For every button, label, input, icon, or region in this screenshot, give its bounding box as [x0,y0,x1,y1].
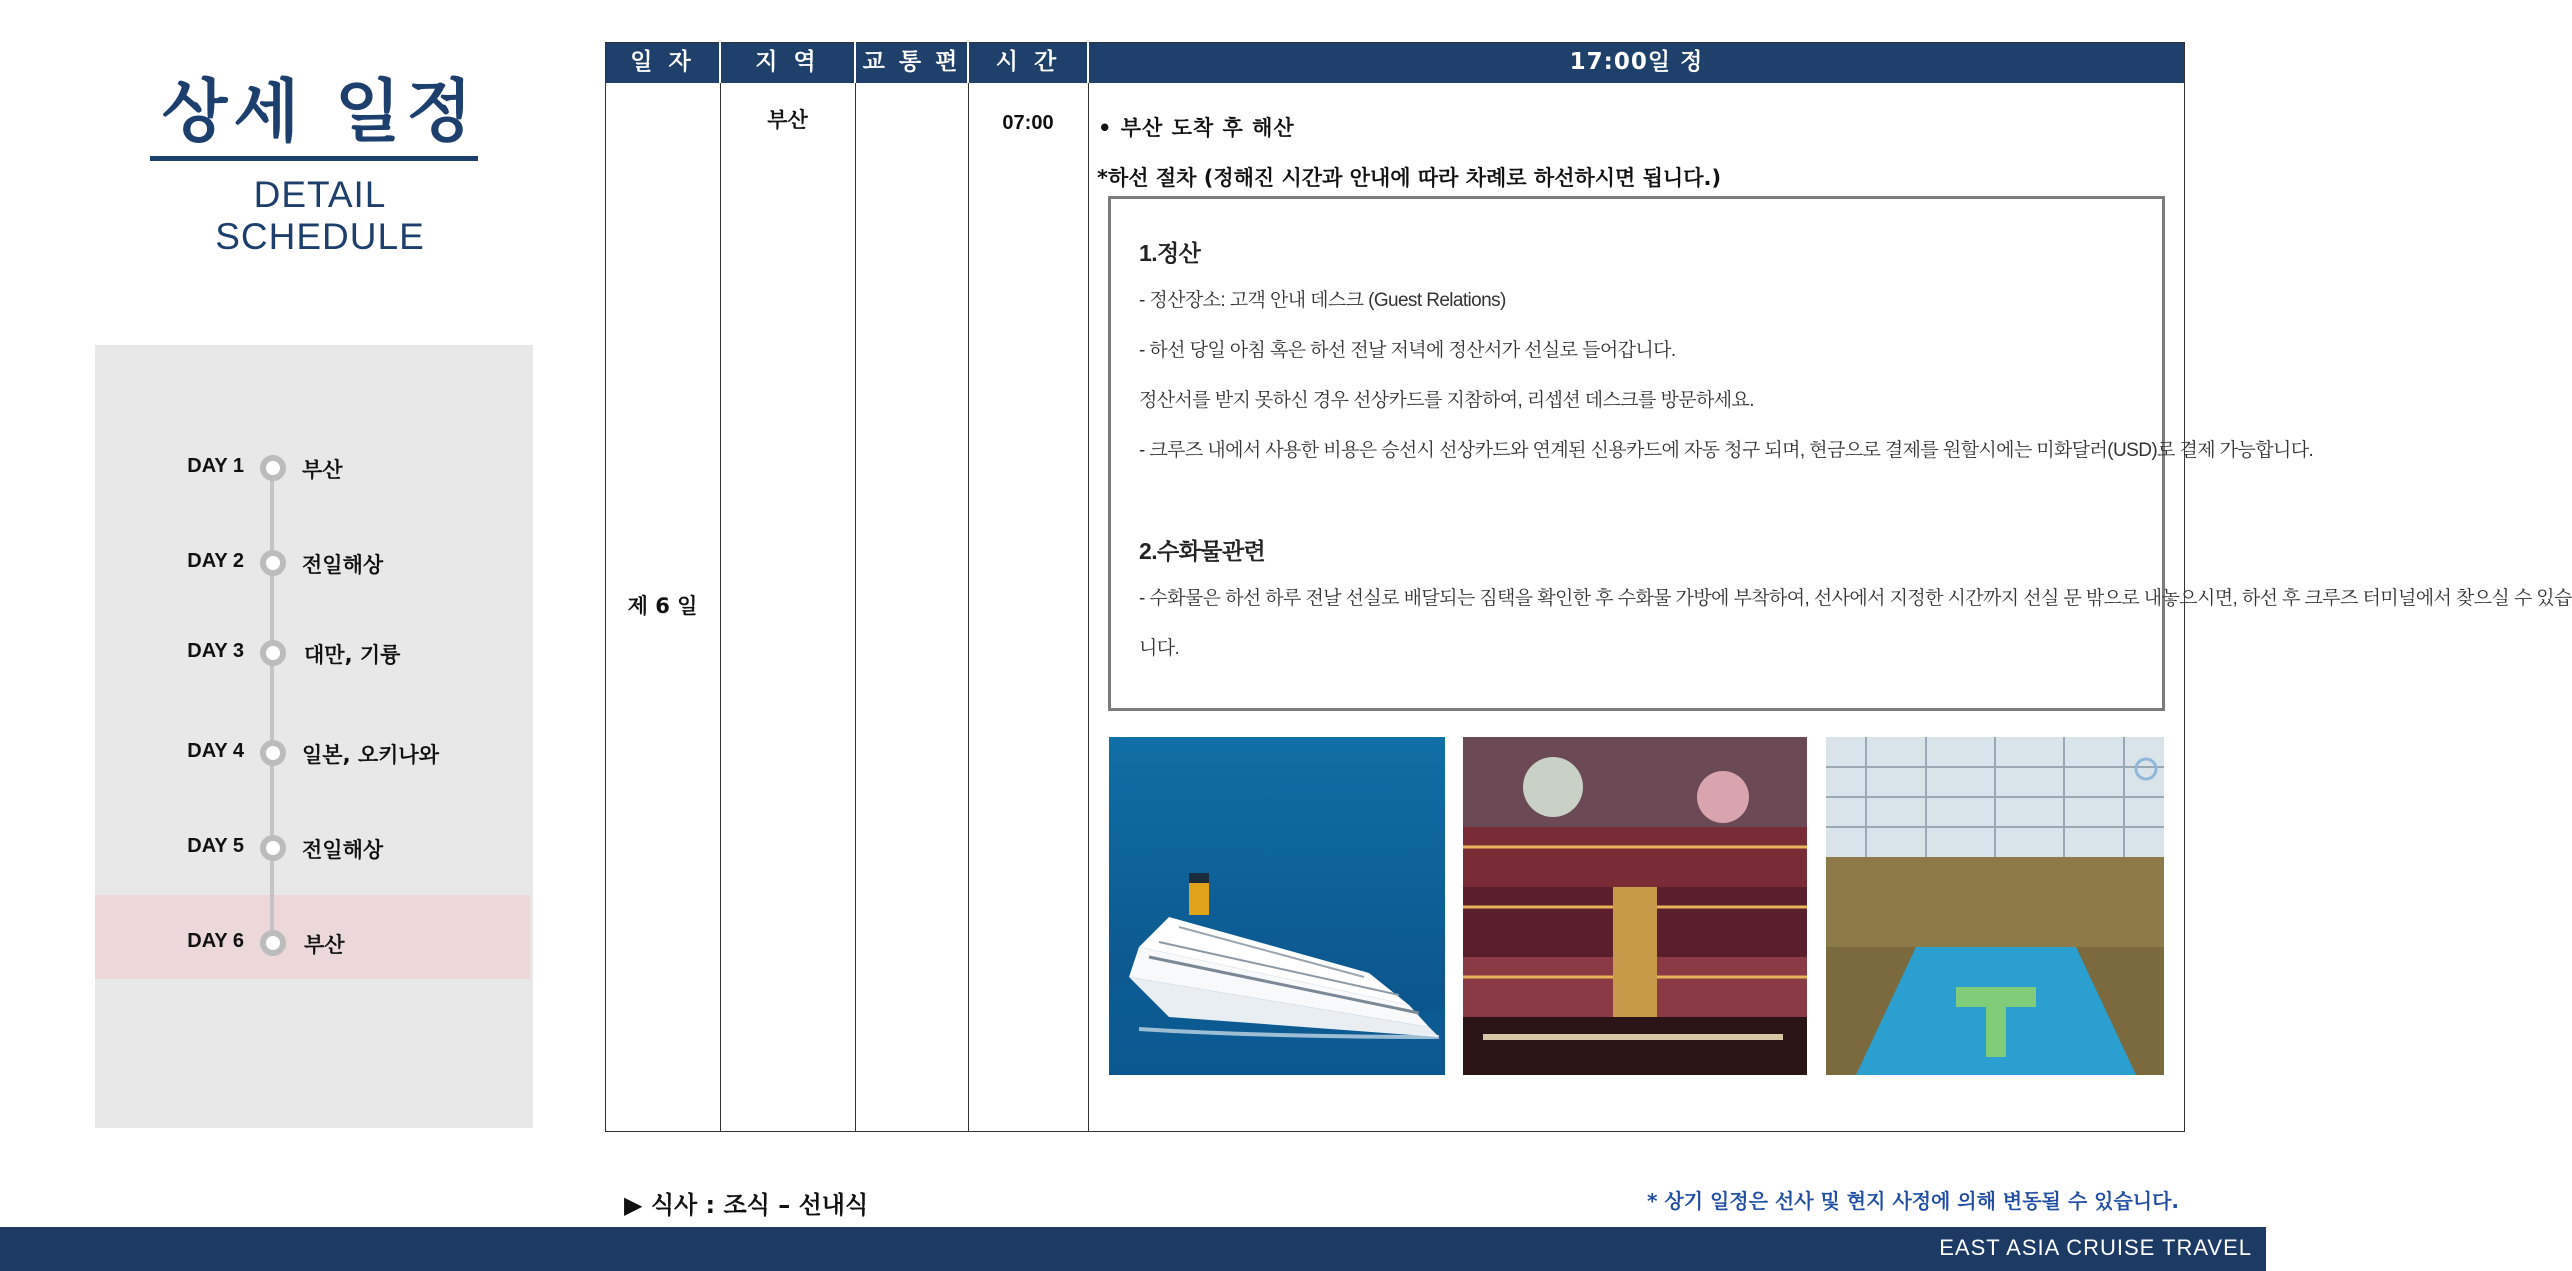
indoor-pool-photo [1826,737,2164,1075]
header-divider [719,42,721,83]
cruise-ship-photo [1109,737,1445,1075]
timeline-dot-icon [260,835,286,861]
cell-time: 07:00 [1002,112,1054,134]
notice-line: - 하선 당일 아침 혹은 하선 전날 저녁에 정산서가 선실로 들어갑니다. [1139,340,1676,361]
notice-section-title: 2.수화물관련 [1139,538,1266,564]
title-divider [150,156,478,161]
header-divider [854,42,856,83]
timeline-day-5[interactable] [140,827,520,867]
page-title: 상세 일정 [161,73,479,152]
cell-region: 부산 [767,108,808,132]
header-transport: 교 통 편 [862,49,961,75]
disembark-notice-box [1108,196,2572,711]
header-region: 지 역 [755,49,820,75]
timeline-dot-icon [260,640,286,666]
day-label: DAY 3 [187,640,244,662]
notice-line: - 수화물은 하선 하루 전날 선실로 배달되는 짐택을 확인한 후 수화물 가방에 부착하여, 선사에서 지정한 시간까지 선실 문 밖으로 내놓으시면, 하선 후 크루즈 터미널에서 찾으실 수 있습 [1139,588,2572,609]
notice-line: 니다. [1139,638,1180,659]
day-label: DAY 5 [187,835,244,857]
day-place: 부산 [304,933,345,957]
cell-day: 제 6 일 [627,594,698,618]
day-place: 전일해상 [302,838,384,862]
notice-line: - 크루즈 내에서 사용한 비용은 승선시 선상카드와 연계된 신용카드에 자동 청구 되며, 현금으로 결제를 원할시에는 미화달러(USD)로 결제 가능합니다. [1139,440,2314,461]
footer-bar [0,1227,2266,1271]
day-label: DAY 6 [187,930,244,952]
timeline-dot-icon [260,550,286,576]
notice-line: - 정산장소: 고객 안내 데스크 (Guest Relations) [1139,290,1506,311]
meal-text: 식사 : 조식 – 선내식 [650,1191,869,1219]
atrium-interior-photo [1463,737,1807,1075]
schedule-item: • 부산 도착 후 해산 [1098,116,1295,140]
timeline-day-3[interactable] [140,632,520,672]
timeline-day-6[interactable] [140,922,520,962]
notice-line: 정산서를 받지 못하신 경우 선상카드를 지참하여, 리셉션 데스크를 방문하세요. [1139,390,1754,411]
disembark-procedure-title: *하선 절차 (정해진 시간과 안내에 따라 차례로 하선하시면 됩니다.) [1097,166,1722,190]
header-schedule: 17:00일 정 [1569,49,1704,75]
day-place: 대만, 기륭 [304,643,401,667]
header-date: 일 자 [630,49,695,75]
timeline-day-4[interactable] [140,732,520,772]
header-divider [967,42,969,83]
header-divider [1087,42,1089,83]
header-time: 시 간 [995,49,1061,75]
schedule-change-note: * 상기 일정은 선사 및 현지 사정에 의해 변동될 수 있습니다. [1646,1189,2179,1213]
column-divider [1088,42,1089,1132]
timeline-connector [270,462,274,940]
column-divider [855,42,856,1132]
timeline-dot-icon [260,930,286,956]
timeline-day-1[interactable] [140,447,520,487]
day-place: 일본, 오키나와 [302,743,440,767]
timeline-dot-icon [260,740,286,766]
day-label: DAY 1 [187,455,244,477]
page-subtitle: DETAIL SCHEDULE [215,174,425,257]
meal-info [624,1185,868,1220]
day-place: 부산 [302,458,343,482]
play-arrow-icon: ▶ [624,1191,643,1219]
notice-section-title: 1.정산 [1139,240,1201,266]
timeline-dot-icon [260,455,286,481]
column-divider [968,42,969,1132]
day-label: DAY 2 [187,550,244,572]
timeline-day-2[interactable] [140,542,520,582]
column-divider [720,42,721,1132]
day-place: 전일해상 [302,553,384,577]
brand-name: EAST ASIA CRUISE TRAVEL [1939,1235,2252,1260]
day-label: DAY 4 [187,740,244,762]
